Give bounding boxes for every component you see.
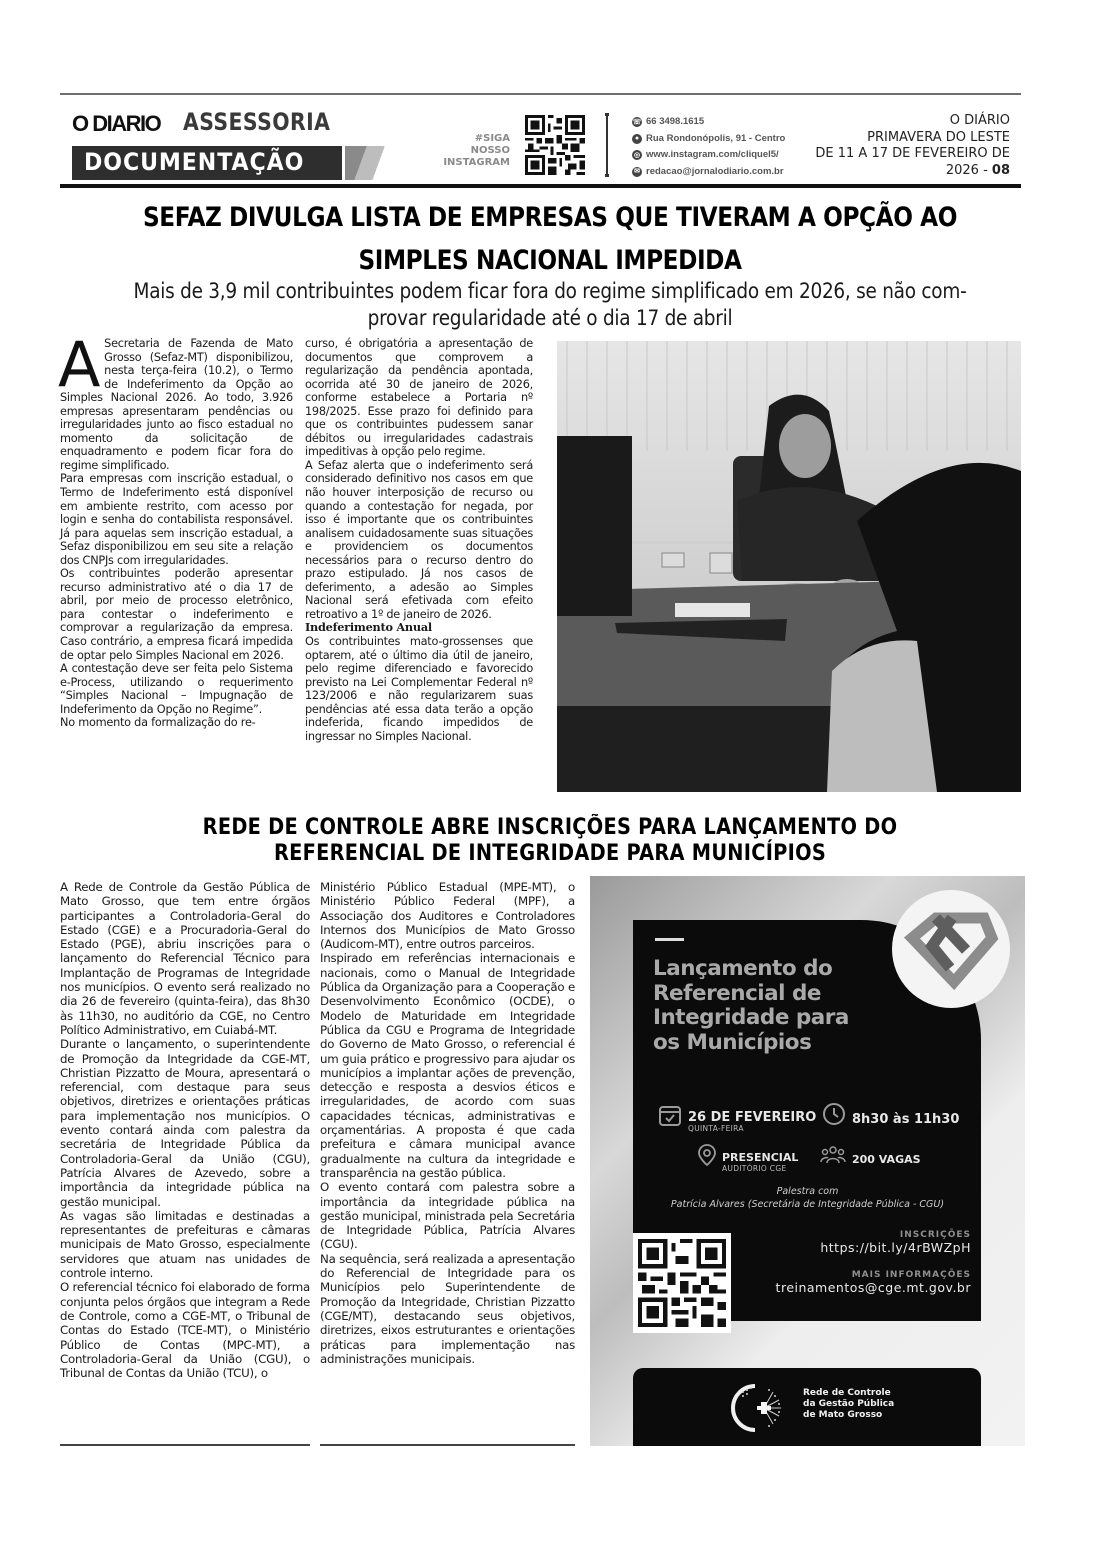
rede-de-controle-logo-icon: [731, 1378, 791, 1438]
category-band-decoration: [345, 146, 405, 180]
masthead-rule: [60, 184, 1021, 188]
article1-column-1: A Secretaria de Fazenda de Mato Grosso (Sefaz-MT) disponibilizou, nesta terça-feira (10.2), o Termo de Indeferimento da Opção ao Simples Nacional 2026. Ao todo, 3.926 empresas apresentaram pendências ou irregularidades junto ao fisco estadual no momento da solicitação de enquadramento e podem ficar fora do regime simplificado. Para empresas com inscrição estadual, o Termo de Indeferimento está disponível em ambiente restrito, com acesso por login e senha do contabilista responsável. Já para aquelas sem inscrição estadual, a Sefaz disponibilizou em seu site a relação dos CNPJs com irregularidades. Os contribuintes poderão apresentar recurso administrativo até o dia 17 de abril, por meio de processo eletrônico, para contestar o indeferimento e comprovar a regularização da empresa. Caso contrário, a empresa ficará impedida de optar pelo Simples Nacional em 2026. A contestação deve ser feita pelo Sistema e-Process, utilizando o requerimento “Simples Nacional – Impugnação de Indeferimento da Opção no Regime”. No momento da formalização do re-: [58, 328, 293, 730]
registration-qr-code[interactable]: [633, 1233, 731, 1333]
article1-subhead: Indeferimento Anual: [305, 620, 432, 635]
info-email-link[interactable]: treinamentos@cge.mt.gov.br: [775, 1280, 971, 1295]
poster-venue: PRESENCIAL AUDITÓRIO CGE: [722, 1151, 799, 1173]
dateline: O DIÁRIO PRIMAVERA DO LESTE DE 11 A 17 DE FEVEREIRO DE 2026 - 08: [815, 113, 1010, 178]
location-pin-icon: ●: [632, 134, 642, 144]
instagram-icon: ◎: [633, 151, 641, 159]
contact-list: [632, 114, 785, 180]
poster-more-info: MAIS INFORMAÇÕES treinamentos@cge.mt.gov.br: [775, 1270, 971, 1295]
office-meeting-photo: [557, 341, 1021, 792]
poster-time: 8h30 às 11h30: [852, 1112, 960, 1127]
poster-talk: Palestra com Patrícia Alvares (Secretária de Integridade Pública - CGU): [670, 1186, 945, 1210]
instagram-qr-code[interactable]: [525, 114, 585, 176]
newspaper-logo: O DIARIO: [72, 111, 161, 136]
article1-subheadline: Mais de 3,9 mil contribuintes podem ficar fora do regime simplificado em 2026, se não com- provar regularidade até o dia 17 de abril: [133, 279, 967, 330]
category-label: DOCUMENTAÇÃO: [84, 148, 305, 176]
registration-link[interactable]: https://bit.ly/4rBWZpH: [820, 1240, 971, 1255]
instagram-cta: #SIGA NOSSO INSTAGRAM: [443, 133, 510, 168]
article1-column-2: curso, é obrigatória a apresentação de documentos que comprovem a regularização da pendência apontada, ocorrida até 30 de janeiro de 2026, conforme estabelece a Portaria nº 198/2025. Esse prazo foi definido para que os contribuintes pudessem sanar débitos ou irregularidades cadastrais impeditivas à opção pelo regime. A Sefaz alerta que o indeferimento será considerado definitivo nos casos em que não houver interposição de recurso ou quando a contestação for negada, por isso é importante que os contribuintes analisem cuidadosamente suas situações e providenciem os documentos necessários para o recurso dentro do prazo estipulado. Já nos casos de deferimento, a adesão ao Simples Nacional será efetivada com efeito retroativo a 1º de janeiro de 2026. Indeferimento Anual Os contribuintes mato-grossenses que optarem, até o último dia útil de janeiro, pelo regime diferenciado e favorecido previsto na Lei Complementar Federal nº 123/2006 e não regularizarem suas pendências até essa data terão a opção indeferida, ficando impedidos de ingressar no Simples Nacional.: [305, 337, 533, 743]
calendar-icon: [658, 1103, 682, 1127]
location-pin-icon: [698, 1144, 716, 1166]
whatsapp-icon: ☏: [632, 118, 642, 126]
article1-headline: SEFAZ DIVULGA LISTA DE EMPRESAS QUE TIVERAM A OPÇÃO AO SIMPLES NACIONAL IMPEDIDA: [142, 202, 958, 276]
dropcap: A: [58, 328, 101, 401]
poster-date: 26 DE FEVEREIRO QUINTA-FEIRA: [688, 1110, 817, 1133]
poster-footer: [633, 1368, 981, 1446]
poster-seats: 200 VAGAS: [852, 1153, 921, 1166]
contact-instagram[interactable]: ◎ www.instagram.com/cliquel5/: [633, 149, 779, 160]
section-name: ASSESSORIA: [183, 108, 331, 136]
column-end-rule: [60, 1444, 310, 1446]
article2-column-2: Ministério Público Estadual (MPE-MT), o Ministério Público Federal (MPF), a Associação dos Auditores e Controladores Internos dos Municípios de Mato Grosso (Audicom-MT), entre outros parceiros. Inspirado em referências internacionais e nacionais, como o Manual de Integridade Pública da Organização para a Cooperação e Desenvolvimento Econômico (OCDE), o Modelo de Maturidade em Integridade Pública da CGU e Programa de Integridade do Governo de Mato Grosso, o referencial é um guia prático e progressivo para ajudar os municípios a implantar ações de prevenção, detecção e resposta a desvios éticos e irregularidades, de acordo com suas capacidades técnicas, administrativas e orçamentárias. A proposta é que cada prefeitura e câmara municipal avance gradualmente na cultura da integridade e transparência na gestão pública. O evento contará com palestra sobre a importância da integridade pública na gestão municipal, ministrada pela Secretária de Integridade Pública, Patrícia Alvares (CGU). Na sequência, será realizada a apresentação do Referencial de Integridade para os Municípios pelo Superintendente de Promoção da Integridade, Christian Pizzatto (CGE/MT), destacando seus objetivos, diretrizes, eixos estruturantes e orientações práticas para implementação nas administrações municipais.: [320, 880, 575, 1366]
contact-phone[interactable]: ☏ 66 3498.1615: [632, 116, 705, 127]
article2-column-1: A Rede de Controle da Gestão Pública de Mato Grosso, que tem entre órgãos participantes a Controladoria-Geral do Estado (CGE) e a Procuradoria-Geral do Estado (PGE), abriu inscrições para o lançamento do Referencial Técnico para Implantação de Programas de Integridade nos municípios. O evento será realizado no dia 26 de fevereiro (quinta-feira), das 8h30 às 11h30, no auditório da CGE, no Centro Político Administrativo, em Cuiabá-MT. Durante o lançamento, o superintendente de Promoção da Integridade da CGE-MT, Christian Pizzatto de Moura, apresentará o referencial, com destaque para seus objetivos, diretrizes e orientações práticas para implementação nos municípios. O evento contará ainda com palestra da secretária de Integridade Pública da Controladoria-Geral da União (CGU), Patrícia Alvares de Azevedo, sobre a importância da integridade pública na gestão municipal. As vagas são limitadas e destinadas a representantes de prefeituras e câmaras municipais de Mato Grosso, especialmente servidores que atuam nas unidades de controle interno. O referencial técnico foi elaborado de forma conjunta pelos órgãos que integram a Rede de Controle, como a CGE-MT, o Tribunal de Contas do Estado (TCE-MT), o Ministério Público de Contas (MPC-MT), a Controladoria-Geral da União (CGU), o Tribunal de Contas da União (TCU), o: [60, 880, 310, 1381]
article1-photo: [557, 341, 1021, 792]
contact-bracket: [606, 113, 612, 177]
poster-title: Lançamento do Referencial de Integridade para os Municípios: [653, 956, 849, 1055]
page-number: 08: [991, 162, 1010, 178]
top-rule: [60, 93, 1021, 95]
contact-email[interactable]: ✉ redacao@jornalodiario.com.br: [632, 164, 785, 181]
event-poster: [590, 876, 1025, 1446]
poster-dash: [655, 938, 684, 941]
qr-code-icon: [638, 1238, 726, 1328]
clock-icon: [822, 1102, 846, 1126]
column-end-rule: [320, 1444, 575, 1446]
email-icon: ✉: [632, 167, 642, 177]
poster-org-name: Rede de Controle da Gestão Pública de Mato Grosso: [803, 1388, 895, 1420]
article2-headline: REDE DE CONTROLE ABRE INSCRIÇÕES PARA LANÇAMENTO DO REFERENCIAL DE INTEGRIDADE PARA MUNICÍPIOS: [202, 815, 898, 866]
poster-registration: INSCRIÇÕES https://bit.ly/4rBWZpH: [820, 1230, 971, 1255]
people-group-icon: [820, 1146, 846, 1164]
contact-address: ● Rua Rondonópolis, 91 - Centro: [632, 131, 785, 148]
